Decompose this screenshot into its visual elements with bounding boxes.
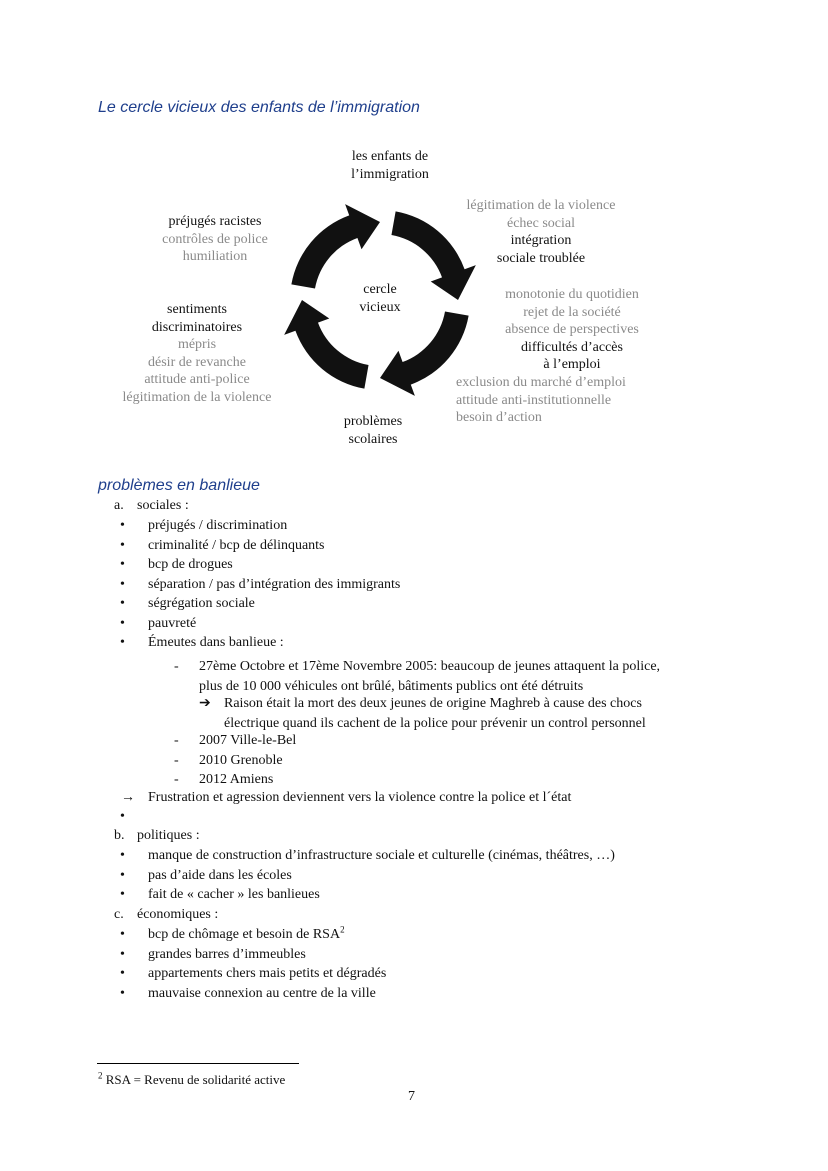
list-item-text: préjugés / discrimination xyxy=(148,518,288,533)
list-item xyxy=(120,885,320,905)
node-right-top xyxy=(443,197,639,267)
dash-icon: - xyxy=(174,772,179,787)
politiques-list xyxy=(120,846,615,905)
node-top-line: l’immigration xyxy=(351,166,429,182)
events-list xyxy=(174,731,297,790)
bullet-icon: • xyxy=(120,985,125,1001)
list-label: politiques : xyxy=(137,828,200,843)
list-heading-sociales xyxy=(114,496,189,516)
event-item xyxy=(174,731,297,751)
node-center-line: cercle xyxy=(363,282,397,297)
list-item xyxy=(120,516,288,536)
node-left-bottom-line: sentiments xyxy=(167,302,227,317)
node-top-line: les enfants de xyxy=(351,149,429,164)
bullet-icon: • xyxy=(120,867,125,883)
bullet-icon: • xyxy=(120,946,125,962)
node-right-bottom-line: monotonie du quotidien xyxy=(505,287,639,302)
list-item-text: criminalité / bcp de délinquants xyxy=(148,537,325,553)
event-text: 2012 Amiens xyxy=(199,772,274,787)
footnote-text: RSA = Revenu de solidarité active xyxy=(105,1072,286,1087)
economiques-list xyxy=(120,924,387,1003)
section-heading-cycle: Le cercle vicieux des enfants de l’immigration xyxy=(98,99,420,116)
list-item-text: séparation / pas d’intégration des immigrants xyxy=(148,576,401,592)
footnote xyxy=(98,1071,285,1089)
riots-detail xyxy=(199,657,660,696)
list-item xyxy=(120,633,284,653)
node-left-top-line: contrôles de police xyxy=(162,231,268,247)
footnote-number: 2 xyxy=(98,1070,103,1081)
bullet-icon: • xyxy=(120,927,125,942)
node-right-bottom xyxy=(487,286,657,374)
list-label: sociales : xyxy=(137,498,189,513)
node-top xyxy=(340,148,440,183)
node-left-bottom-line: désir de revanche xyxy=(148,354,246,370)
node-left-bottom xyxy=(102,301,292,406)
list-item-text: Émeutes dans banlieue : xyxy=(148,635,284,650)
list-heading-economiques xyxy=(114,905,219,925)
riots-dash: - xyxy=(174,659,179,674)
bullet-icon: • xyxy=(120,887,125,902)
list-item xyxy=(120,924,345,945)
bullet-icon: • xyxy=(120,518,125,533)
node-right-top-line: sociale troublée xyxy=(496,250,586,266)
node-right-bottom-extra xyxy=(456,374,626,427)
node-center xyxy=(340,281,420,316)
node-right-bottom-line: rejet de la société xyxy=(523,304,621,320)
list-item xyxy=(120,984,376,1004)
bullet-icon: • xyxy=(120,966,125,981)
node-left-bottom-line: légitimation de la violence xyxy=(122,389,272,405)
node-right-bottom-line: besoin d’action xyxy=(456,410,542,425)
list-item xyxy=(120,594,255,614)
node-right-top-line: intégration xyxy=(510,233,572,248)
riots-line: 27ème Octobre et 17ème Novembre 2005: beaucoup de jeunes attaquent la police, xyxy=(199,659,661,674)
conclusion-text: Frustration et agression deviennent vers la violence contre la police et l´état xyxy=(148,790,572,805)
bullet-icon: • xyxy=(120,596,125,611)
dash-icon: - xyxy=(174,733,179,748)
conclusion-arrow-icon: → xyxy=(121,790,135,805)
list-item xyxy=(120,555,233,575)
list-item xyxy=(120,846,615,866)
list-marker: b. xyxy=(114,828,125,843)
event-text: 2007 Ville-le-Bel xyxy=(199,733,297,748)
riots-line: plus de 10 000 véhicules ont brûlé, bâtiments publics ont été détruits xyxy=(199,678,584,694)
node-right-top-line: échec social xyxy=(506,215,575,231)
node-right-bottom-line: exclusion du marché d’emploi xyxy=(456,375,626,390)
node-right-bottom-line: difficultés d’accès xyxy=(521,339,623,355)
node-right-bottom-line: attitude anti-institutionnelle xyxy=(456,392,612,408)
node-center-line: vicieux xyxy=(359,299,401,315)
node-bottom-line: problèmes xyxy=(343,414,403,429)
node-left-top-line: préjugés racistes xyxy=(168,214,262,229)
list-heading-politiques xyxy=(114,826,200,846)
arrow-top-left xyxy=(291,204,380,288)
footnote-ref[interactable]: 2 xyxy=(340,924,345,935)
list-marker: a. xyxy=(114,498,124,513)
section-heading-problems: problèmes en banlieue xyxy=(98,477,260,494)
list-item xyxy=(120,614,197,634)
event-text: 2010 Grenoble xyxy=(199,752,283,768)
node-left-bottom-line: attitude anti-police xyxy=(144,372,250,387)
node-left-bottom-line: mépris xyxy=(177,337,217,352)
bullet-icon: • xyxy=(120,848,125,863)
node-bottom-line: scolaires xyxy=(348,431,398,447)
list-item-text: fait de « cacher » les banlieues xyxy=(148,887,320,902)
bullet-icon: • xyxy=(120,576,125,592)
list-item-text: appartements chers mais petits et dégradés xyxy=(148,966,387,981)
list-item-text: grandes barres d’immeubles xyxy=(148,946,306,962)
list-item-text: pauvreté xyxy=(148,615,197,631)
node-left-top-line: humiliation xyxy=(182,249,248,264)
node-bottom xyxy=(323,413,423,448)
node-right-bottom-line: absence de perspectives xyxy=(505,322,639,337)
empty-bullet-icon: • xyxy=(120,809,125,824)
list-item-text: bcp de chômage et besoin de RSA xyxy=(148,927,341,942)
node-left-bottom-line: discriminatoires xyxy=(151,319,243,335)
list-item xyxy=(120,964,387,984)
node-left-top xyxy=(140,213,290,266)
bullet-icon: • xyxy=(120,557,125,572)
reason-line: électrique quand ils cachent de la police pour prévenir un control personnel xyxy=(224,715,646,731)
node-right-top-line: légitimation de la violence xyxy=(466,198,616,213)
list-label: économiques : xyxy=(137,907,219,922)
list-item-text: mauvaise connexion au centre de la ville xyxy=(148,985,376,1001)
event-item xyxy=(174,751,283,771)
footnote-rule xyxy=(97,1063,299,1064)
list-item-text: ségrégation sociale xyxy=(148,596,255,611)
reason-line: Raison était la mort des deux jeunes de origine Maghreb à cause des chocs xyxy=(224,696,642,711)
event-item xyxy=(174,770,274,790)
bullet-icon: • xyxy=(120,537,125,553)
list-item xyxy=(120,866,292,886)
riots-reason xyxy=(224,694,646,733)
list-marker: c. xyxy=(114,907,124,922)
bullet-icon: • xyxy=(120,635,125,650)
list-item-text: manque de construction d’infrastructure sociale et culturelle (cinémas, théâtres, …) xyxy=(148,848,615,863)
node-right-bottom-line: à l’emploi xyxy=(543,357,601,372)
list-item xyxy=(120,536,325,556)
page-number: 7 xyxy=(408,1089,415,1104)
list-item-text: pas d’aide dans les écoles xyxy=(148,867,292,883)
list-item-text: bcp de drogues xyxy=(148,557,233,572)
sociales-list xyxy=(120,516,401,653)
list-item xyxy=(120,945,306,965)
arrow-bold-icon: ➔ xyxy=(199,696,211,711)
dash-icon: - xyxy=(174,752,179,768)
bullet-icon: • xyxy=(120,615,125,631)
list-item xyxy=(120,575,401,595)
